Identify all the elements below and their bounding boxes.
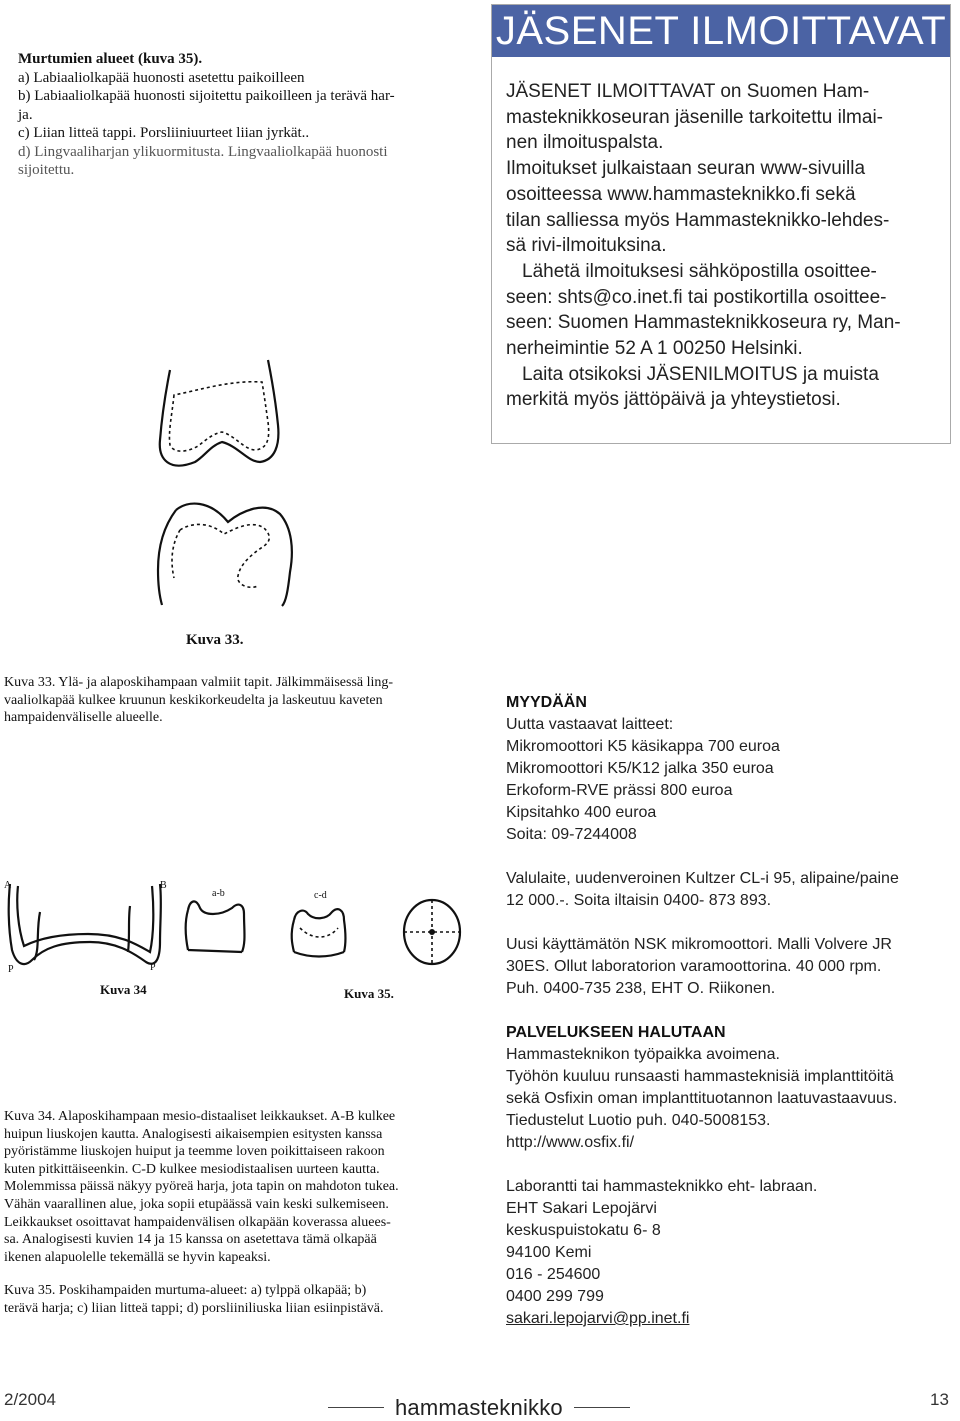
members-notice-line: Laita otsikoksi JÄSENILMOITUS ja muista [522, 363, 879, 385]
ad-line: Mikromoottori K5 käsikappa 700 euroa [506, 738, 780, 755]
ad-line: Kipsitahko 400 euroa [506, 804, 657, 821]
kuva35-mark: c-d [314, 890, 327, 901]
ad-line: Laborantti tai hammasteknikko eht- labraan. [506, 1178, 818, 1195]
members-notice-line: sä rivi-ilmoituksina. [506, 235, 667, 257]
caption-line: Kuva 35. Poskihampaiden murtuma-alueet: a) tylppä olkapää; b) [4, 1283, 367, 1298]
kuva34-caption [4, 1108, 474, 1266]
members-notice-line: osoitteessa www.hammasteknikko.fi sekä [506, 183, 856, 205]
caption-line: kuten pitkittäiseenkin. C-D kulkee mesiodistaalisen uurteen kautta. [4, 1161, 380, 1177]
caption-line: terävä harja; c) liian litteä tappi; d) porsliiniliuska liian esiinpistävä. [4, 1300, 384, 1316]
members-notice-line: merkitä myös jättöpäivä ja yhteystietosi. [506, 389, 841, 411]
ad-line: Uutta vastaavat laitteet: [506, 716, 674, 733]
ad-line: 12 000.-. Soita iltaisin 0400- 873 893. [506, 892, 772, 909]
kuva34-cross-section-illustration [0, 872, 170, 982]
caption-line: hampaidenväliselle alueelle. [4, 710, 163, 726]
caption-line: Vähän vaarallinen alue, joka sopii etupäässä vain keski sulkemiseen. [4, 1196, 389, 1212]
fracture-line: b) Labiaaliolkapää huonosti sijoitettu paikoilleen ja terävä har- [18, 88, 395, 104]
ad-line: keskuspuistokatu 6- 8 [506, 1222, 661, 1239]
fracture-line: ja. [18, 106, 33, 123]
fracture-line: d) Lingvaaliharjan ylikuormitusta. Lingvaaliolkapää huonosti [18, 143, 388, 160]
ad-line: 94100 Kemi [506, 1244, 592, 1261]
members-notice-line: Ilmoitukset julkaistaan seuran www-sivuilla [506, 158, 866, 180]
kuva34-mark: P [8, 964, 14, 975]
members-notice-box [491, 4, 951, 444]
caption-line: huipun liuskojen kautta. Analogisesti aikaisempien esitysten kanssa [4, 1126, 383, 1142]
ad-line: Soita: 09-7244008 [506, 826, 637, 843]
members-notice-line: JÄSENET ILMOITTAVAT on Suomen Ham- [506, 81, 870, 102]
caption-line: sa. Analogisesti kuvien 14 ja 15 kanssa on asetettava tämä olkapää [4, 1232, 377, 1248]
caption-line: ikenen alapuolelle tekemällä se hyvin kapeaksi. [4, 1249, 271, 1265]
ad-line: Uusi käyttämätön NSK mikromoottori. Malli Volvere JR [506, 936, 892, 953]
kuva34-mark: A [4, 880, 12, 891]
kuva33-caption [4, 674, 474, 727]
caption-line: Kuva 34. Alaposkihampaan mesio-distaaliset leikkaukset. A-B kulkee [4, 1109, 396, 1124]
fracture-title: Murtumien alueet (kuva 35). [18, 51, 203, 67]
footer-page-number: 13 [930, 1390, 949, 1409]
fracture-line: c) Liian litteä tappi. Porsliiniuurteet liian jyrkät.. [18, 125, 310, 141]
ad-line: http://www.osfix.fi/ [506, 1134, 635, 1151]
ad-line: Työhön kuuluu runsaasti hammasteknisiä implanttitöitä [506, 1068, 894, 1085]
kuva33-tooth-illustration [140, 350, 320, 650]
members-notice-line: nen ilmoituspalsta. [506, 132, 664, 154]
kuva35-label: Kuva 35. [344, 986, 394, 1001]
kuva34-label: Kuva 34 [100, 982, 147, 997]
caption-line: Leikkaukset osoittavat hampaidenvälisen olkapään koverassa aluees- [4, 1214, 391, 1230]
kuva35-caption [4, 1282, 474, 1317]
caption-line: pyöristämme liuskojen huiput ja teemme loven poikittaiseen rakoon [4, 1144, 385, 1160]
kuva34-mark: B [160, 880, 167, 891]
ad-line: 0400 299 799 [506, 1288, 604, 1305]
members-notice-line: Lähetä ilmoituksesi sähköpostilla osoittee- [522, 260, 877, 282]
fracture-line: a) Labiaaliolkapää huonosti asetettu paikoilleen [18, 69, 305, 86]
members-notice-line: nerheimintie 52 A 1 00250 Helsinki. [506, 338, 803, 360]
ad-line: Puh. 0400-735 238, EHT O. Riikonen. [506, 980, 776, 997]
caption-line: vaaliolkapää kulkee kruunun keskikorkeudelta ja laskeutuu kaveten [4, 692, 383, 708]
footer-issue: 2/2004 [4, 1390, 56, 1409]
ad-line: Erkoform-RVE prässi 800 euroa [506, 782, 733, 799]
kuva34-mark: P [150, 962, 156, 973]
footer-rule-left [328, 1407, 384, 1408]
kuva33-label: Kuva 33. [186, 632, 244, 648]
ad-heading-wanted: PALVELUKSEEN HALUTAAN [506, 1024, 726, 1041]
ad-line: 016 - 254600 [506, 1266, 601, 1283]
ad-line: 30ES. Ollut laboratorion varamoottorina. 40 000 rpm. [506, 958, 882, 975]
ad-line: EHT Sakari Lepojärvi [506, 1200, 657, 1217]
caption-line: Molemmissa päissä näkyy pyöreä harja, jota tapin on mahdoton tukea. [4, 1179, 399, 1195]
ad-line: Mikromoottori K5/K12 jalka 350 euroa [506, 760, 774, 777]
fracture-areas-text [18, 50, 478, 180]
ad-email-link[interactable]: sakari.lepojarvi@pp.inet.fi [506, 1310, 690, 1327]
members-notice-line: tilan salliessa myös Hammasteknikko-lehdes- [506, 209, 890, 231]
classified-ads [506, 692, 946, 1330]
ad-line: Valulaite, uudenveroinen Kultzer CL-i 95, alipaine/paine [506, 870, 899, 887]
kuva35-mark: a-b [212, 888, 225, 899]
members-notice-line: seen: Suomen Hammasteknikkoseura ry, Man- [506, 312, 901, 334]
ad-heading-for-sale: MYYDÄÄN [506, 694, 587, 711]
caption-line: Kuva 33. Ylä- ja alaposkihampaan valmiit tapit. Jälkimmäisessä ling- [4, 675, 394, 690]
members-notice-body [506, 79, 938, 413]
footer-brand: hammasteknikko [395, 1395, 563, 1420]
ad-line: sekä Osfixin oman implanttituotannon laatuvastaavuus. [506, 1090, 898, 1107]
members-notice-header: JÄSENET ILMOITTAVAT [492, 5, 950, 57]
members-notice-line: seen: shts@co.inet.fi tai postikortilla osoittee- [506, 286, 887, 308]
ad-line: Tiedustelut Luotio puh. 040-5008153. [506, 1112, 771, 1129]
members-notice-line: masteknikkoseuran jäsenille tarkoitettu ilmai- [506, 106, 883, 128]
footer-rule-right [574, 1407, 630, 1408]
fracture-line: sijoitettu. [18, 162, 75, 178]
ad-line: Hammasteknikon työpaikka avoimena. [506, 1046, 780, 1063]
